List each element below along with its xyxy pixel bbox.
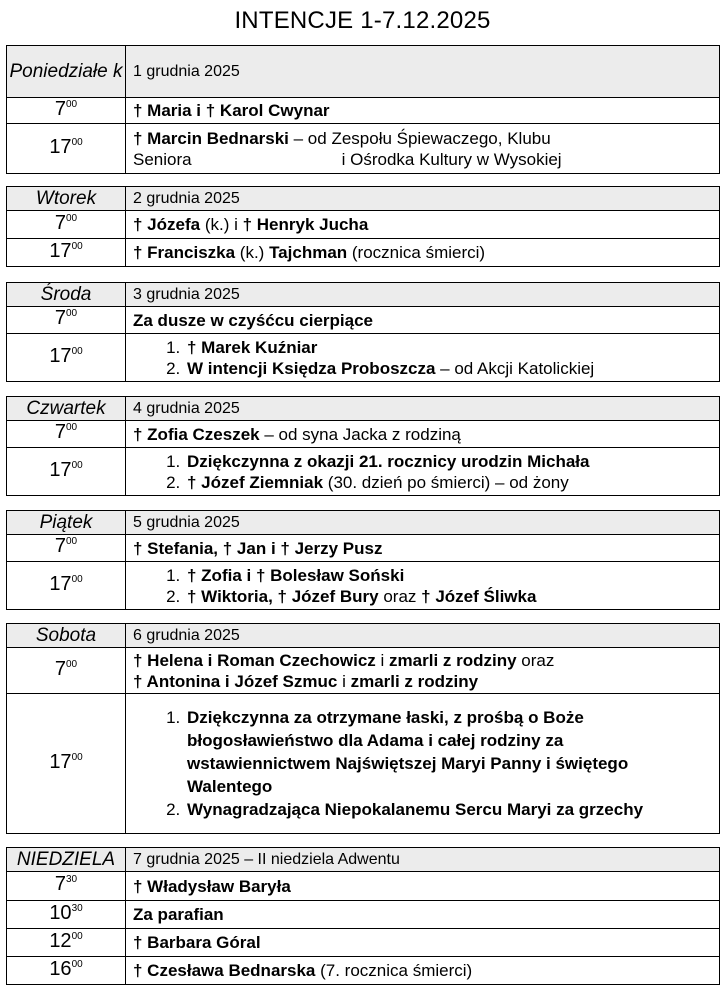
- mass-intention: † Stefania, † Jan i † Jerzy Pusz: [126, 535, 720, 562]
- mass-row: [7, 448, 720, 496]
- day-table-sunday: [6, 847, 720, 985]
- day-name: Wtorek: [7, 187, 126, 211]
- day-header-row: [7, 624, 720, 648]
- mass-row: [7, 239, 720, 267]
- mass-intention: [126, 562, 720, 610]
- mass-time: $7^{00}$: [7, 98, 126, 124]
- day-table-wednesday: [6, 282, 720, 382]
- list-item: 2. Wynagradzająca Niepokalanemu Sercu Maryi za grzechy: [185, 798, 652, 821]
- day-name: Poniedziałe k: [7, 46, 126, 98]
- day-header-row: [7, 397, 720, 421]
- mass-intention: † Franciszka (k.) Tajchman (rocznica śmierci): [126, 239, 720, 267]
- mass-intention: [126, 334, 720, 382]
- day-date: 7 grudnia 2025 – II niedziela Adwentu: [126, 848, 720, 872]
- day-table-saturday: [6, 623, 720, 834]
- mass-row: [7, 535, 720, 562]
- day-name: Środa: [7, 283, 126, 307]
- mass-row: [7, 124, 720, 174]
- mass-row: [7, 872, 720, 901]
- mass-intention: † Helena i Roman Czechowicz i zmarli z rodziny oraz † Antonina i Józef Szmuc i zmarli z rodziny: [126, 648, 720, 694]
- mass-row: [7, 901, 720, 929]
- day-name: Sobota: [7, 624, 126, 648]
- list-item: 2. W intencji Księdza Proboszcza – od Akcji Katolickiej: [185, 358, 712, 379]
- day-date: 1 grudnia 2025: [126, 46, 720, 98]
- mass-intention: Za dusze w czyśćcu cierpiące: [126, 307, 720, 334]
- list-item: 2. † Wiktoria, † Józef Bury oraz † Józef Śliwka: [185, 586, 712, 607]
- mass-intention: [126, 448, 720, 496]
- mass-row: [7, 211, 720, 239]
- mass-time: $7^{00}$: [7, 211, 126, 239]
- mass-row: [7, 307, 720, 334]
- mass-row: [7, 334, 720, 382]
- mass-time: $7^{00}$: [7, 535, 126, 562]
- mass-row: [7, 929, 720, 957]
- mass-time: $7^{00}$: [7, 307, 126, 334]
- mass-time: $17^{00}$: [7, 694, 126, 834]
- mass-row: [7, 562, 720, 610]
- day-header-row: [7, 283, 720, 307]
- mass-time: $17^{00}$: [7, 448, 126, 496]
- mass-intention: † Marcin Bednarski – od Zespołu Śpiewaczego, Klubu Seniora i Ośrodka Kultury w Wysokiej: [126, 124, 720, 174]
- day-date: 4 grudnia 2025: [126, 397, 720, 421]
- list-item: 1. Dziękczynna z okazji 21. rocznicy urodzin Michała: [185, 451, 712, 472]
- list-item: 1. Dziękczynna za otrzymane łaski, z prośbą o Boże błogosławieństwo dla Adama i całej rodziny za wstawiennictwem Najświętszej Maryi Panny i świętego Walentego: [185, 706, 652, 798]
- mass-intention: † Zofia Czeszek – od syna Jacka z rodziną: [126, 421, 720, 448]
- mass-time: $17^{00}$: [7, 334, 126, 382]
- page-title: INTENCJE 1-7.12.2025: [234, 7, 491, 34]
- day-date: 2 grudnia 2025: [126, 187, 720, 211]
- mass-time: $10^{30}$: [7, 901, 126, 929]
- day-header-row: [7, 46, 720, 98]
- day-date: 6 grudnia 2025: [126, 624, 720, 648]
- mass-time: $17^{00}$: [7, 239, 126, 267]
- intention-list: [133, 706, 712, 821]
- mass-intention: † Władysław Baryła: [126, 872, 720, 901]
- list-item: 2. † Józef Ziemniak (30. dzień po śmierci) – od żony: [185, 472, 712, 493]
- mass-intention: † Barbara Góral: [126, 929, 720, 957]
- day-name: Czwartek: [7, 397, 126, 421]
- mass-row: [7, 421, 720, 448]
- mass-time: $7^{00}$: [7, 421, 126, 448]
- mass-intention: Za parafian: [126, 901, 720, 929]
- mass-intention: † Czesława Bednarska (7. rocznica śmierci): [126, 957, 720, 985]
- day-header-row: [7, 187, 720, 211]
- day-table-thursday: [6, 396, 720, 496]
- mass-time: $17^{00}$: [7, 124, 126, 174]
- mass-intention: † Józefa (k.) i † Henryk Jucha: [126, 211, 720, 239]
- mass-row: [7, 957, 720, 985]
- mass-row: [7, 694, 720, 834]
- day-header-row: [7, 848, 720, 872]
- day-table-monday: [6, 45, 720, 174]
- day-date: 5 grudnia 2025: [126, 511, 720, 535]
- day-date: 3 grudnia 2025: [126, 283, 720, 307]
- mass-intention: † Maria i † Karol Cwynar: [126, 98, 720, 124]
- intention-list: [133, 451, 712, 493]
- day-name: NIEDZIELA: [7, 848, 126, 872]
- mass-time: $7^{30}$: [7, 872, 126, 901]
- mass-row: [7, 98, 720, 124]
- mass-time: $16^{00}$: [7, 957, 126, 985]
- intention-list: [133, 337, 712, 379]
- mass-time: $12^{00}$: [7, 929, 126, 957]
- day-table-friday: [6, 510, 720, 610]
- mass-row: [7, 648, 720, 694]
- day-table-tuesday: [6, 186, 720, 267]
- list-item: 1. † Marek Kuźniar: [185, 337, 712, 358]
- intention-list: [133, 565, 712, 607]
- list-item: 1. † Zofia i † Bolesław Soński: [185, 565, 712, 586]
- mass-time: $7^{00}$: [7, 648, 126, 694]
- mass-time: $17^{00}$: [7, 562, 126, 610]
- mass-intention: [126, 694, 720, 834]
- day-header-row: [7, 511, 720, 535]
- day-name: Piątek: [7, 511, 126, 535]
